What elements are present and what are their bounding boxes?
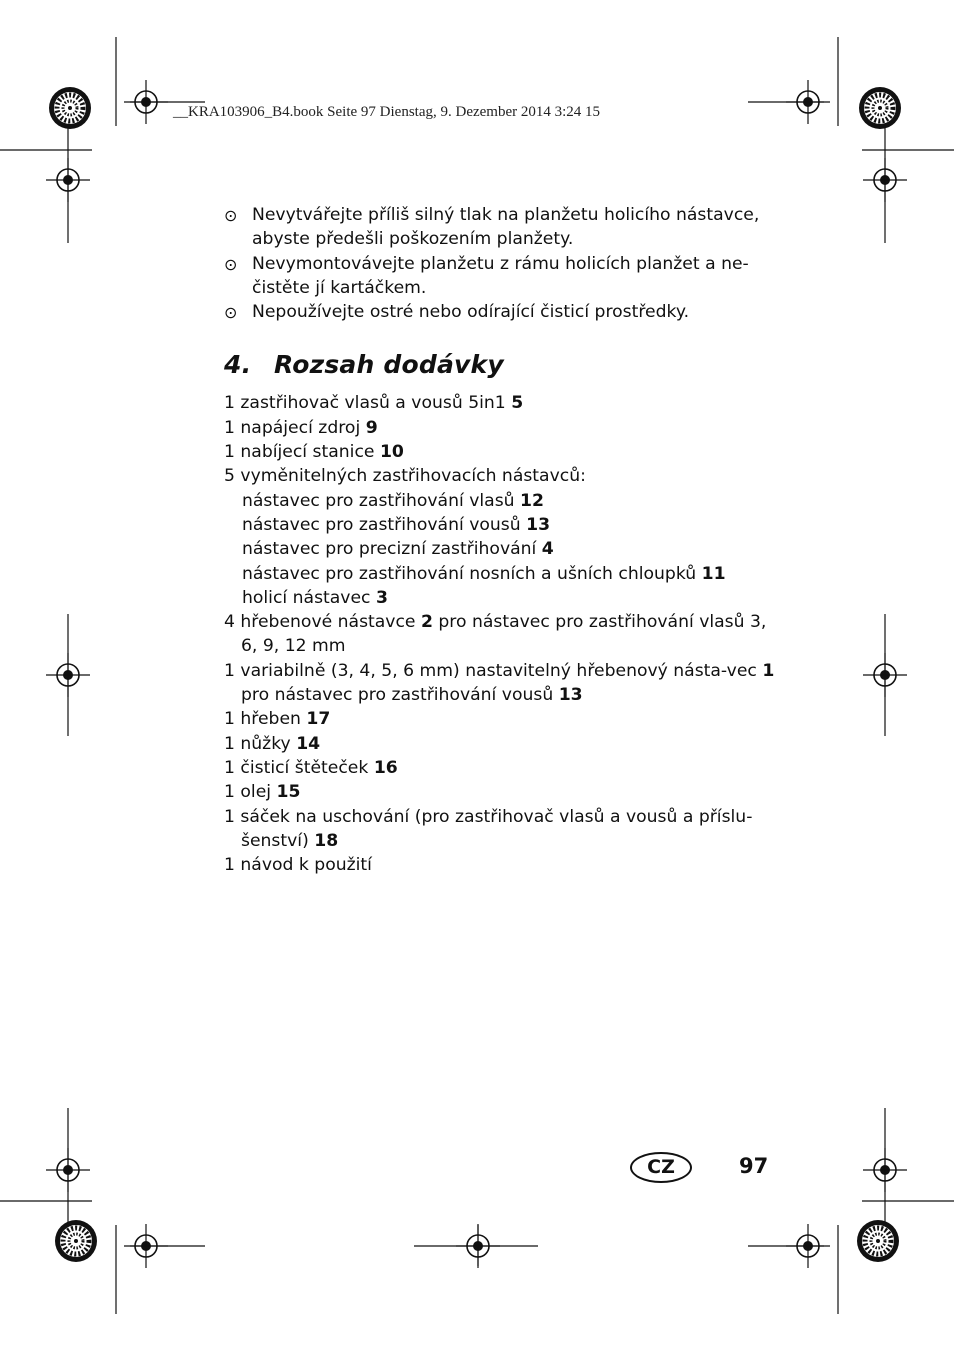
list-item — [224, 659, 784, 708]
item-text: nástavec pro zastřihování vousů — [242, 514, 527, 535]
item-text: 5 vyměnitelných zastřihovacích nástavců: — [224, 466, 586, 487]
item-text: 1 návod k použití — [224, 855, 372, 876]
item-text: pro nástavec pro zastřihování vousů — [241, 685, 559, 706]
bullet-circle-icon: ⊙ — [224, 303, 238, 323]
list-item — [224, 416, 784, 440]
item-ref: 13 — [558, 685, 583, 706]
item-text: holicí nástavec — [242, 587, 376, 608]
list-item — [224, 252, 784, 301]
item-ref: 3 — [375, 587, 388, 608]
item-text: 1 sáček na uschování (pro zastřihovač vlasů a vousů a příslu-šenství) — [224, 806, 753, 851]
page-content — [224, 203, 784, 877]
list-item — [224, 780, 784, 804]
item-ref: 2 — [420, 612, 433, 633]
item-ref: 13 — [526, 514, 551, 535]
sub-item — [224, 537, 784, 561]
bullet-circle-icon: ⊙ — [224, 254, 238, 274]
section-heading — [224, 349, 784, 381]
sub-item — [224, 562, 784, 586]
list-item — [224, 805, 784, 854]
item-ref: 9 — [365, 417, 378, 438]
item-ref: 10 — [379, 442, 404, 463]
item-ref: 17 — [306, 709, 331, 730]
item-text: 1 zastřihovač vlasů a vousů 5in1 — [224, 393, 512, 414]
item-text: pro nástavec pro zastřihování vlasů 3, 6, 9, 12 mm — [241, 612, 767, 657]
item-text: 1 čisticí štěteček — [224, 757, 374, 778]
list-item — [224, 203, 784, 252]
section-number: 4. — [224, 350, 252, 380]
item-ref: 14 — [296, 733, 321, 754]
list-item — [224, 610, 784, 659]
item-text: nástavec pro zastřihování nosních a ušních chloupků — [242, 563, 702, 584]
item-text: 1 hřeben — [224, 709, 307, 730]
item-text: 4 hřebenové nástavce — [224, 612, 421, 633]
list-item — [224, 732, 784, 756]
item-text: 1 olej — [224, 782, 277, 803]
section-title: Rozsah dodávky — [274, 350, 504, 380]
item-ref: 11 — [701, 563, 726, 584]
list-item — [224, 300, 784, 324]
sub-item — [224, 489, 784, 513]
item-ref: 18 — [314, 830, 339, 851]
item-ref: 15 — [276, 782, 301, 803]
list-item-text: Nepoužívejte ostré nebo odírající čisticí prostředky. — [252, 302, 690, 323]
item-ref: 16 — [373, 757, 398, 778]
sub-item — [224, 513, 784, 537]
list-item — [224, 853, 784, 877]
list-item-text: Nevymontovávejte planžetu z rámu holicích planžet a ne-čistěte jí kartáčkem. — [252, 253, 749, 298]
item-ref: 1 — [762, 660, 775, 681]
language-badge: CZ — [630, 1152, 692, 1183]
item-ref: 12 — [520, 490, 544, 511]
item-ref: 4 — [541, 539, 554, 560]
item-text: 1 variabilně (3, 4, 5, 6 mm) nastavitelný hřebenový násta-vec — [224, 660, 763, 681]
list-item — [224, 464, 784, 488]
item-text: nástavec pro precizní zastřihování — [242, 539, 542, 560]
list-item — [224, 707, 784, 731]
sub-item — [224, 586, 784, 610]
print-file-header: __KRA103906_B4.book Seite 97 Dienstag, 9. Dezember 2014 3:24 15 — [173, 104, 601, 120]
delivery-list — [224, 391, 784, 877]
list-item-text: Nevytvářejte příliš silný tlak na planžetu holicího nástavce, abyste předešli poškozením planžety. — [252, 205, 760, 250]
item-text: 1 napájecí zdroj — [224, 417, 366, 438]
item-ref: 5 — [511, 393, 524, 414]
bullet-circle-icon: ⊙ — [224, 206, 238, 225]
list-item — [224, 391, 784, 415]
page-number: 97 — [739, 1154, 769, 1178]
warning-list — [224, 203, 784, 324]
item-text: nástavec pro zastřihování vlasů — [242, 490, 521, 511]
item-text: 1 nabíjecí stanice — [224, 442, 380, 463]
item-text: 1 nůžky — [224, 733, 297, 754]
list-item — [224, 756, 784, 780]
list-item — [224, 440, 784, 464]
